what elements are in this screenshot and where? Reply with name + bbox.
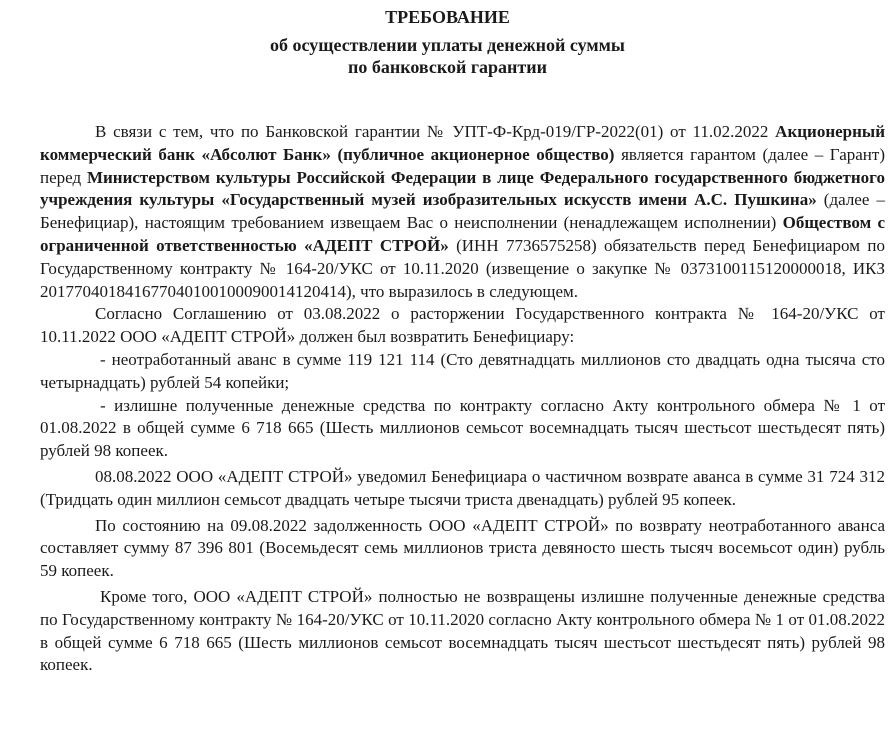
guarantor-name: Акционерный коммерческий банк «Абсолют Банк» (публичное акционерное общество) — [40, 122, 885, 164]
beneficiary-name: Министерством культуры Российской Федерации в лице Федерального государственного бюджетного учреждения культуры «Государственный музей изобразительных искусств имени А.С. Пушкина» — [40, 167, 885, 210]
document-body — [40, 121, 885, 677]
paragraph-intro — [40, 121, 885, 303]
intro-text-3: (далее – Бенефициар), настоящим требованием извещаем Вас о неисполнении (ненадлежащем исполнении) — [40, 190, 885, 233]
paragraph-advance: - неотработанный аванс в сумме 119 121 114 (Сто девятнадцать миллионов сто двадцать одна тысяча сто четырнадцать) рублей 54 копейки; — [40, 349, 885, 392]
paragraph-overpayment: - излишне полученные денежные средства по контракту согласно Акту контрольного обмера № 1 от 01.08.2022 в общей сумме 6 718 665 (Шесть миллионов семьсот восемнадцать тысяч шестьсот шестьдесят пять) рублей 98 копеек. — [40, 395, 885, 461]
paragraph-additional: Кроме того, ООО «АДЕПТ СТРОЙ» полностью не возвращены излишне полученные денежные средства по Государственному контракту № 164-20/УКС от 10.11.2020 согласно Акту контрольного обмера № 1 от 01.08.2022 в общей сумме 6 718 665 (Шесть миллионов семьсот восемнадцать тысяч шестьсот шестьдесят пять) рублей 98 копеек. — [40, 586, 885, 675]
paragraph-agreement: Согласно Соглашению от 03.08.2022 о расторжении Государственного контракта № 164-20/УКС от 10.11.2022 ООО «АДЕПТ СТРОЙ» должен был возвратить Бенефициару: — [40, 304, 885, 347]
principal-name: Обществом с ограниченной ответственностью «АДЕПТ СТРОЙ» — [40, 213, 885, 255]
paragraph-partial-return: 08.08.2022 ООО «АДЕПТ СТРОЙ» уведомил Бенефициара о частичном возврате аванса в сумме 31 724 312 (Тридцать один миллион семьсот двадцать четыре тысячи триста двенадцать) рублей 95 копеек. — [40, 466, 885, 509]
document-subtitle-line1: об осуществлении уплаты денежной суммы — [270, 35, 625, 55]
paragraph-debt-status: По состоянию на 09.08.2022 задолженность ООО «АДЕПТ СТРОЙ» по возврату неотработанного аванса составляет сумму 87 396 801 (Восемьдесят семь миллионов триста девяносто шесть тысяч восемьсот один) рубль 59 копеек. — [40, 515, 885, 581]
intro-text-2: является гарантом (далее – Гарант) перед — [40, 144, 885, 187]
intro-text-1: В связи с тем, что по Банковской гарантии № УПТ-Ф-Крд-019/ГР-2022(01) от 11.02.2022 — [95, 122, 776, 141]
document-subtitle-line2: по банковской гарантии — [347, 57, 547, 77]
intro-text-4: (ИНН 7736575258) обязательств перед Бенефициаром по Государственному контракту № 164-20/УКС от 10.11.2020 (извещение о закупке № 0373100115120000018, ИКЗ 201770401841677040100100090014120414), что выразилось в следующем. — [40, 235, 885, 301]
document-title: ТРЕБОВАНИЕ — [385, 7, 510, 27]
